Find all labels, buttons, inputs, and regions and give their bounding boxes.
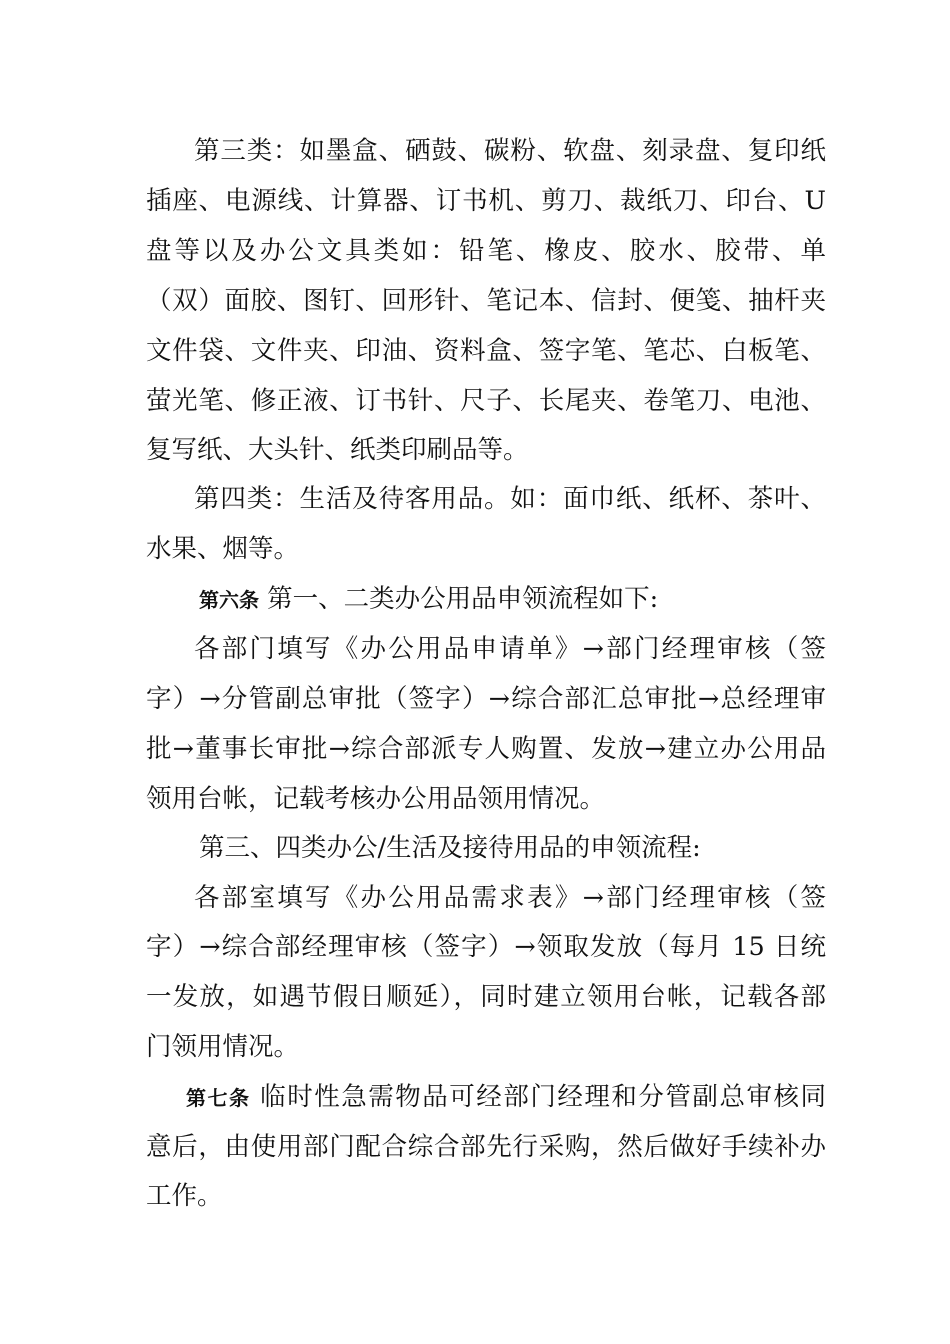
paragraph-line: 字）→分管副总审批（签字）→综合部汇总审批→总经理审: [146, 684, 826, 714]
paragraph-line: 各部门填写《办公用品申请单》→部门经理审核（签: [194, 634, 826, 664]
article-6-label: 第六条: [199, 588, 259, 612]
paragraph-line: 文件袋、文件夹、印油、资料盒、签字笔、笔芯、白板笔、: [146, 336, 826, 366]
article-7-label: 第七条: [186, 1086, 251, 1110]
paragraph-line: 工作。: [146, 1181, 223, 1211]
paragraph-line: 复写纸、大头针、纸类印刷品等。: [146, 435, 529, 465]
paragraph-line: 门领用情况。: [146, 1032, 300, 1062]
paragraph-line: 第四类：生活及待客用品。如：面巾纸、纸杯、茶叶、: [194, 484, 826, 514]
paragraph-line: 插座、电源线、计算器、订书机、剪刀、裁纸刀、印台、U: [146, 186, 826, 216]
paragraph-line: 意后，由使用部门配合综合部先行采购，然后做好手续补办: [146, 1132, 826, 1162]
paragraph-line: 盘等以及办公文具类如：铅笔、橡皮、胶水、胶带、单: [146, 236, 826, 266]
article-6-text: 第一、二类办公用品申领流程如下:: [267, 584, 659, 614]
paragraph-line: 萤光笔、修正液、订书针、尺子、长尾夹、卷笔刀、电池、: [146, 386, 826, 416]
paragraph-line: 领用台帐，记载考核办公用品领用情况。: [146, 784, 606, 814]
paragraph-line: （双）面胶、图钉、回形针、笔记本、信封、便笺、抽杆夹: [146, 286, 826, 316]
paragraph-line: 字）→综合部经理审核（签字）→领取发放（每月 15 日统: [146, 932, 826, 962]
paragraph-line: 水果、烟等。: [146, 534, 300, 564]
article-7-text: 临时性急需物品可经部门经理和分管副总审核同: [260, 1082, 826, 1112]
article-7-heading: [186, 1072, 826, 1122]
paragraph-line: 批→董事长审批→综合部派专人购置、发放→建立办公用品: [146, 734, 826, 764]
paragraph-line: 第三类：如墨盒、硒鼓、碳粉、软盘、刻录盘、复印纸: [194, 136, 826, 166]
paragraph-line: 第三、四类办公/生活及接待用品的申领流程:: [199, 833, 701, 863]
paragraph-line: 各部室填写《办公用品需求表》→部门经理审核（签: [194, 883, 826, 913]
article-6-heading: [199, 574, 826, 624]
paragraph-line: 一发放，如遇节假日顺延），同时建立领用台帐，记载各部: [146, 982, 826, 1012]
